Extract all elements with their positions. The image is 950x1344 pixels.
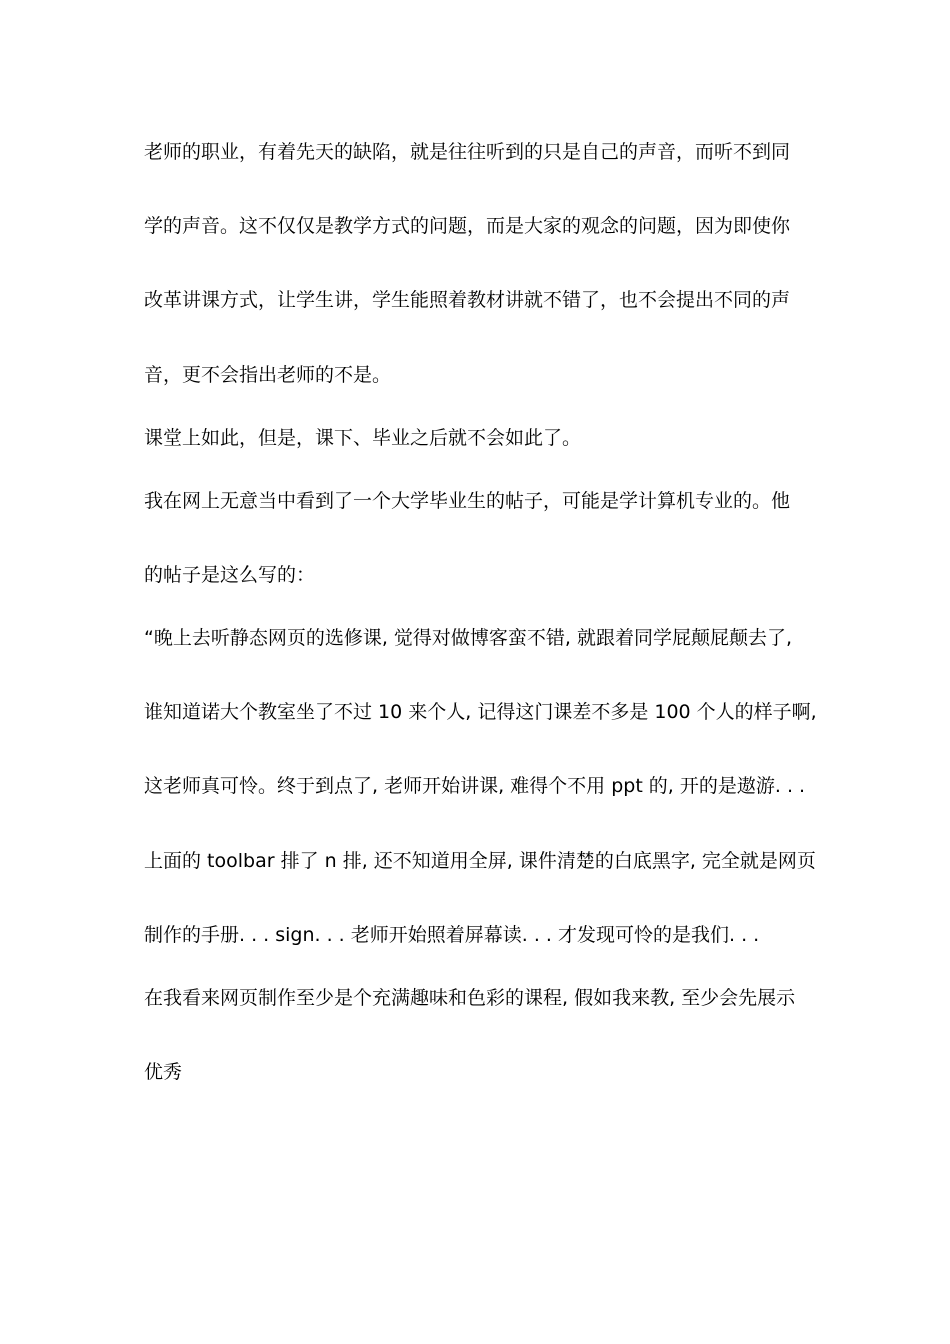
paragraph-5-line-2: 优秀	[144, 1061, 183, 1083]
quote-paragraph-line-5: 制作的手册. . . sign. . . 老师开始照着屏幕读. . . 才发现可怜的是我们. . .	[144, 924, 760, 946]
paragraph-2-line-1: 课堂上如此，但是，课下、毕业之后就不会如此了。	[144, 427, 582, 449]
quote-paragraph-line-1: “晚上去听静态网页的选修课, 觉得对做博客蛮不错, 就跟着同学屁颠屁颠去了,	[144, 627, 793, 649]
paragraph-1-line-1: 老师的职业，有着先天的缺陷，就是往往听到的只是自己的声音，而听不到同	[144, 141, 791, 163]
paragraph-1-line-4: 音，更不会指出老师的不是。	[144, 364, 392, 386]
paragraph-5-line-1: 在我看来网页制作至少是个充满趣味和色彩的课程, 假如我来教, 至少会先展示	[144, 987, 796, 1009]
paragraph-1-line-2: 学的声音。这不仅仅是教学方式的问题，而是大家的观念的问题，因为即使你	[144, 215, 791, 237]
quote-paragraph-line-4: 上面的 toolbar 排了 n 排, 还不知道用全屏, 课件清楚的白底黑字, 完全就是网页	[144, 850, 816, 872]
quote-paragraph-line-3: 这老师真可怜。终于到点了, 老师开始讲课, 难得个不用 ppt 的, 开的是遨游. . .	[144, 775, 806, 797]
paragraph-3-line-1: 我在网上无意当中看到了一个大学毕业生的帖子，可能是学计算机专业的。他	[144, 490, 791, 512]
quote-paragraph-line-2: 谁知道诺大个教室坐了不过 10 来个人, 记得这门课差不多是 100 个人的样子啊,	[144, 701, 817, 723]
paragraph-1-line-3: 改革讲课方式，让学生讲，学生能照着教材讲就不错了，也不会提出不同的声	[144, 289, 791, 311]
paragraph-3-line-2: 的帖子是这么写的：	[144, 564, 316, 586]
